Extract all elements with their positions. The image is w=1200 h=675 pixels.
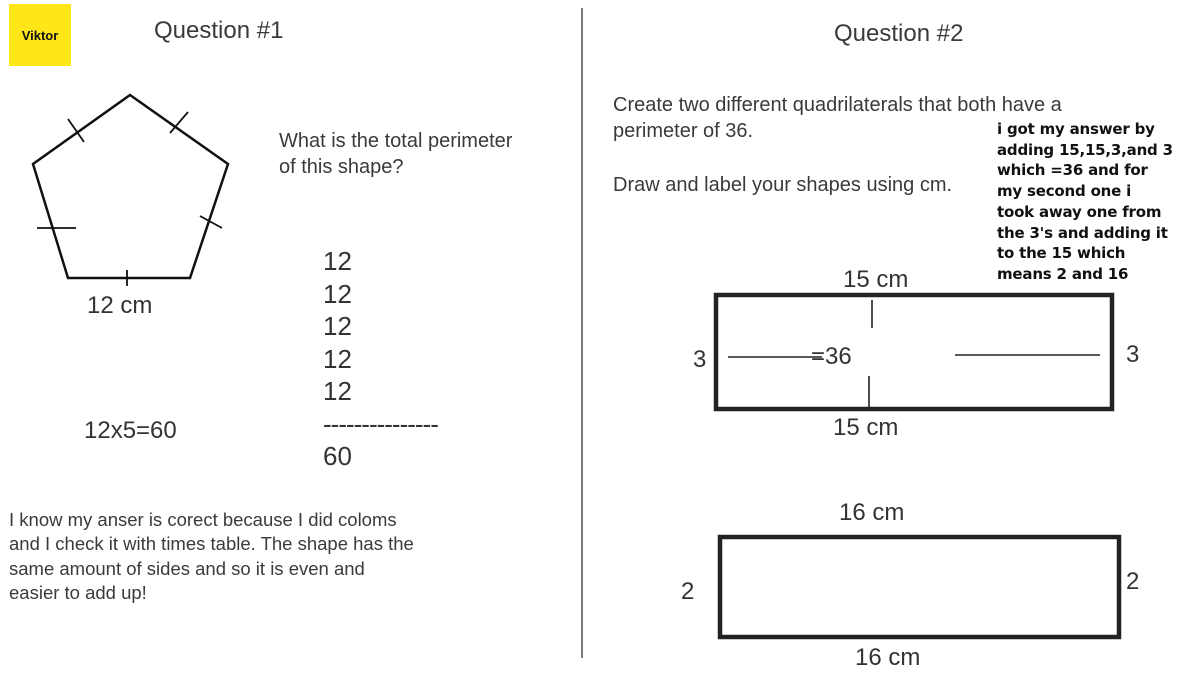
prompt-line: of this shape? — [279, 156, 404, 178]
question-2-instruction: Draw and label your shapes using cm. — [613, 174, 953, 196]
note-line: to the 15 which — [997, 244, 1126, 263]
rect1-bottom-label: 15 cm — [833, 414, 899, 441]
note-line: the 3's and adding it — [997, 223, 1168, 242]
prompt-line: What is the total perimeter — [279, 130, 513, 152]
student-name: Viktor — [21, 27, 59, 43]
explanation-line: and I check it with times table. The shape has the — [9, 533, 414, 555]
question-2-title: Question #2 — [834, 20, 964, 47]
rect1-left-label: 3 — [693, 346, 707, 373]
rect1-top-label: 15 cm — [843, 266, 909, 293]
side-length-label: 12 cm — [87, 292, 153, 319]
explanation-line: easier to add up! — [9, 581, 147, 603]
note-line: which =36 and for — [997, 161, 1148, 180]
prompt-line: perimeter of 36. — [613, 120, 754, 142]
addend: 12 — [323, 278, 352, 309]
rect2-top-label: 16 cm — [839, 499, 905, 526]
multiplication-equation: 12x5=60 — [84, 417, 177, 444]
addend: 12 — [323, 311, 352, 341]
note-line: i got my answer by — [997, 120, 1155, 138]
explanation-line: same amount of sides and so it is even and — [9, 557, 365, 579]
rectangle-2 — [720, 537, 1119, 637]
addend: 12 — [323, 246, 352, 276]
rect2-bottom-label: 16 cm — [855, 644, 921, 671]
note-line: took away one from — [997, 202, 1162, 221]
note-line: means 2 and 16 — [997, 264, 1129, 283]
question-1-title: Question #1 — [154, 17, 284, 44]
rect2-left-label: 2 — [681, 578, 695, 605]
rect1-center-label: =36 — [811, 343, 852, 370]
rect2-right-label: 2 — [1126, 568, 1140, 595]
note-line: my second one i — [997, 182, 1132, 201]
prompt-line: Create two different quadrilaterals that both have a — [613, 94, 1062, 116]
sum-total: 60 — [323, 441, 352, 471]
explanation-line: I know my anser is corect because I did coloms — [9, 509, 397, 530]
note-line: adding 15,15,3,and 3 — [997, 140, 1173, 159]
rect1-right-label: 3 — [1126, 341, 1140, 368]
addend: 12 — [323, 343, 352, 374]
addend: 12 — [323, 376, 352, 406]
sum-rule: --------------- — [323, 408, 438, 439]
